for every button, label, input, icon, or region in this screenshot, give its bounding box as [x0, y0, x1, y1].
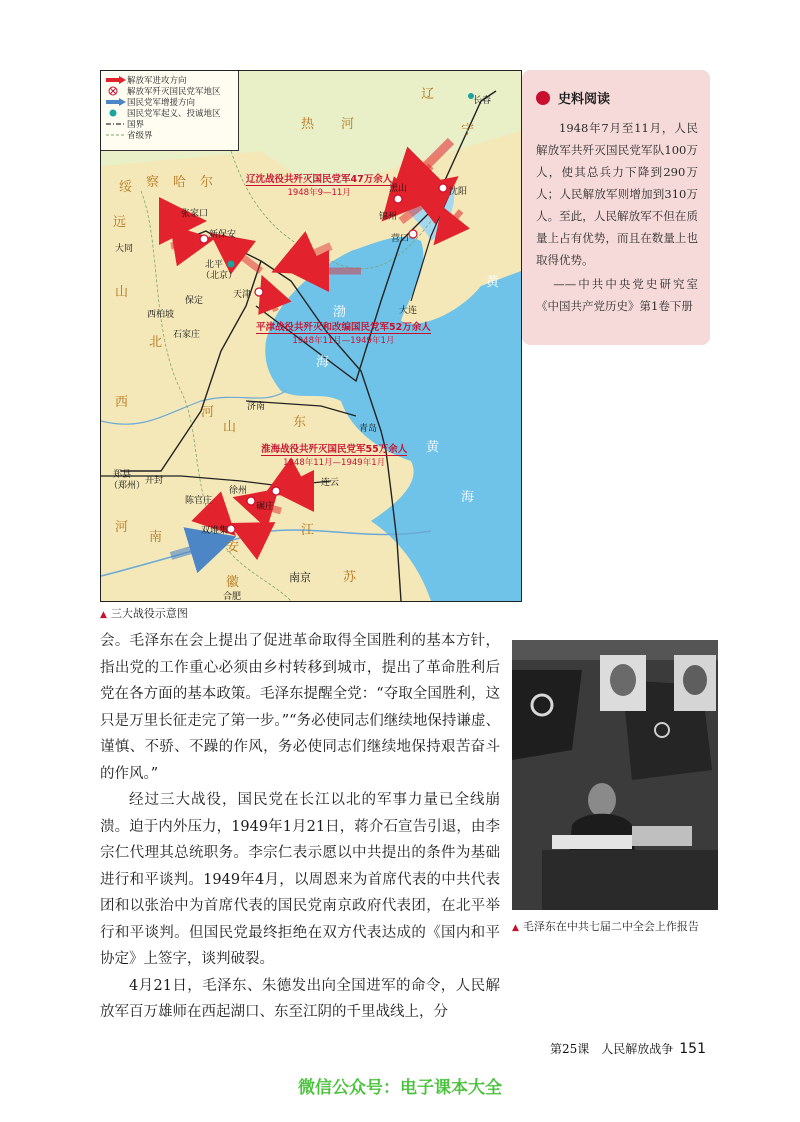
region-label: 东 — [293, 415, 309, 430]
map-legend — [101, 71, 239, 151]
sea-label: 黄 — [426, 440, 440, 455]
photo-graphic — [512, 640, 718, 910]
region-label: 哈 — [173, 175, 189, 190]
battle-liaoshen: 辽沈战役共歼灭国民党军47万余人 1948年9—11月 — [246, 171, 392, 198]
city-label: （郑州） — [109, 481, 146, 491]
map-caption: ▲ 三大战役示意图 — [100, 607, 188, 620]
city-label: 大同 — [115, 244, 134, 254]
region-label: 苏 — [343, 570, 359, 585]
red-dot-icon — [536, 91, 550, 105]
sidebar-header: 史料阅读 — [536, 88, 698, 107]
region-label: 山 — [223, 420, 239, 435]
watermark-text: 微信公众号：电子课本大全 — [298, 1078, 502, 1098]
red-arrow-icon — [105, 75, 127, 85]
triangle-icon: ▲ — [512, 923, 519, 933]
paragraph: 4月21日，毛泽东、朱德发出向全国进军的命令，人民解放军百万雄师在西起湖口、东至江阴的千里战线上，分 — [100, 977, 500, 1020]
region-label: 徽 — [226, 575, 242, 590]
battle-map — [100, 70, 522, 602]
historical-reading-box — [522, 70, 710, 345]
lesson-title: 第25课 人民解放战争 — [549, 1042, 674, 1056]
city-label: 沈阳 — [449, 187, 468, 197]
city-label: 连云 — [321, 478, 340, 488]
city-label: 陈官庄 — [185, 496, 213, 506]
paragraph: 会。毛泽东在会上提出了促进革命取得全国胜利的基本方针，指出党的工作重心必须由乡村转移到城市，提出了革命胜利后党在各方面的基本政策。毛泽东提醒全党：“夺取全国胜利，这只是万里长征走完了第一步。”“务必使同志们继续地保持谦虚、谨慎、不骄、不躁的作风，务必使同志们继续地保持艰苦奋斗的作风。” — [100, 633, 500, 782]
city-label: 天津 — [233, 290, 252, 300]
city-label: 张家口 — [181, 209, 209, 219]
legend-item: 解放军歼灭国民党军地区 — [105, 85, 234, 96]
legend-item: 省级界 — [105, 129, 234, 140]
region-label: 南 — [149, 530, 165, 545]
region-label: 安 — [226, 540, 242, 555]
region-label: 河 — [115, 520, 131, 535]
sea-label: 海 — [461, 490, 475, 505]
city-label: （北京） — [201, 271, 238, 281]
city-label: 青岛 — [359, 424, 378, 434]
city-label: 新保安 — [209, 230, 237, 240]
mao-photo — [512, 640, 718, 910]
region-label: 山 — [115, 285, 131, 300]
sidebar-source: ——中共中央党史研究室《中国共产党历史》第1卷下册 — [536, 277, 698, 313]
page-footer — [550, 1040, 706, 1057]
sea-label: 海 — [316, 355, 330, 370]
defection-icon — [105, 108, 127, 118]
city-label: 营口 — [391, 234, 410, 244]
region-label: 宁 — [461, 123, 477, 138]
photo-caption: ▲ 毛泽东在中共七届二中全会上作报告 — [512, 920, 699, 933]
legend-item: 国民党军起义、投诚地区 — [105, 107, 234, 118]
city-label: 徐州 — [229, 486, 248, 496]
battle-pingjin: 平津战役共歼灭和改编国民党军52万余人 1948年11月—1949年1月 — [256, 319, 431, 346]
paragraph: 经过三大战役，国民党在长江以北的军事力量已全线崩溃。迫于内外压力，1949年1月21日，蒋介石宣告引退，由李宗仁代理其总统职务。李宗仁表示愿以中共提出的条件为基础进行和平谈判。1949年4月，以周恩来为首席代表的中共代表团和以张治中为首席代表的国民党南京政府代表团，在北平举行和平谈判。但国民党最终拒绝在双方代表达成的《国内和平协定》上签字，谈判破裂。 — [100, 792, 500, 967]
region-label: 绥 — [119, 180, 135, 195]
city-label: 双堆集 — [201, 526, 229, 536]
city-label: 黑山 — [389, 184, 408, 194]
city-label: 北平 — [205, 260, 224, 270]
region-label: 西 — [115, 395, 131, 410]
region-label: 热 — [301, 117, 317, 132]
city-label: 郑县 — [113, 470, 132, 480]
provincial-border-icon — [105, 130, 127, 140]
national-border-icon — [105, 119, 127, 129]
legend-item: 解放军进攻方向 — [105, 74, 234, 85]
city-label: 南京 — [289, 571, 311, 584]
city-label: 合肥 — [223, 592, 242, 602]
encircle-icon — [105, 86, 127, 96]
region-label: 河 — [201, 405, 217, 420]
legend-item: 国民党军增援方向 — [105, 96, 234, 107]
region-label: 辽 — [421, 87, 437, 102]
sea-label: 黄 — [486, 275, 500, 290]
sea-label: 渤 — [333, 305, 347, 320]
region-label: 河 — [341, 117, 357, 132]
city-label: 长春 — [473, 96, 492, 106]
triangle-icon: ▲ — [100, 610, 107, 620]
city-label: 大连 — [399, 306, 418, 316]
legend-item: 国界 — [105, 118, 234, 129]
blue-arrow-icon — [105, 97, 127, 107]
sidebar-body: 1948年7月至11月，人民解放军共歼灭国民党军队100万人，使其总兵力下降到290万人；人民解放军则增加到310万人。至此，人民解放军不但在质量上占有优势，而且在数量上也取得优势。 — [536, 121, 698, 267]
region-label: 察 — [146, 175, 162, 190]
region-label: 北 — [149, 335, 165, 350]
region-label: 远 — [113, 215, 129, 230]
region-label: 尔 — [200, 175, 216, 190]
city-label: 西柏坡 — [147, 310, 175, 320]
city-label: 石家庄 — [173, 330, 201, 340]
battle-huaihai: 淮海战役共歼灭国民党军55万余人 1948年11月—1949年1月 — [261, 441, 407, 468]
region-label: 江 — [301, 523, 317, 538]
city-label: 开封 — [145, 476, 164, 486]
main-text — [100, 628, 500, 1026]
city-label: 保定 — [185, 296, 204, 306]
page-number: 151 — [679, 1041, 706, 1057]
city-label: 济南 — [247, 402, 266, 412]
city-label: 碾庄 — [256, 502, 275, 512]
city-label: 锦州 — [379, 212, 398, 222]
